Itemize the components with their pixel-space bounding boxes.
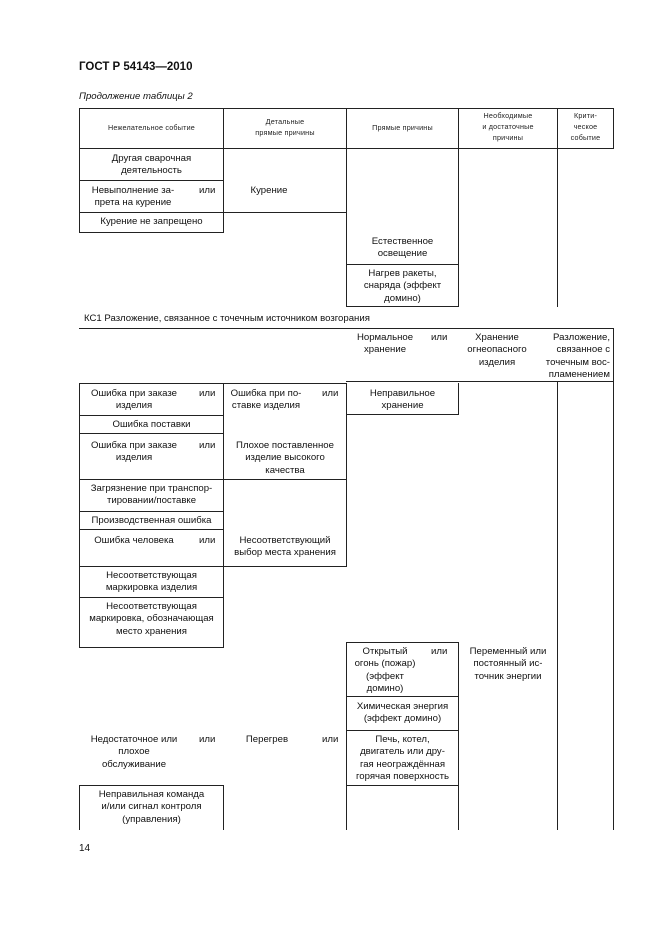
header-necessary-sufficient-causes: Необходимые и достаточные причины [482,111,534,142]
cell-or-connector: или [199,734,216,745]
cell-wrong-command: Неправильная команда и/или сигнал контроля (управления) [98,789,205,825]
table-continuation-caption: Продолжение таблицы 2 [79,91,193,102]
cell-smoking-ban-not-followed: Невыполнение за- прета на курение [91,185,175,209]
cell-improper-storage: Неправильное хранение [369,388,436,412]
cell-other-welding: Другая сварочная деятельность [111,153,192,177]
cell-or-connector: или [322,388,339,399]
cell-delivery-error: Ошибка поставки [112,419,191,430]
cell-normal-storage: Нормальное хранение [356,332,414,356]
cell-natural-lighting: Естественное освещение [371,236,434,260]
cell-transport-pollution: Загрязнение при транспор- тировании/поставке [90,483,213,507]
cell-or-connector: или [199,440,216,451]
cell-wrong-storage-place: Несоответствующий выбор места хранения [234,535,336,559]
cell-production-error: Производственная ошибка [91,515,212,526]
cell-open-fire: Открытый огонь (пожар) (эффект домино) [354,646,416,694]
cell-bad-product: Плохое поставленное изделие высокого качества [236,440,334,476]
header-critical-event: Крити- ческое событие [570,111,601,142]
cell-or-connector: или [199,388,216,399]
page-number: 14 [79,843,91,854]
cell-or-connector: или [199,185,216,196]
cell-human-error: Ошибка человека [94,535,174,546]
cell-order-error-2: Ошибка при заказе изделия [91,440,177,464]
cell-or-connector: или [199,535,216,546]
cell-wrong-place-marking: Несоответствующая маркировка, обозначающая место хранения [89,601,214,637]
cell-order-error: Ошибка при заказе изделия [91,388,177,412]
cell-or-connector: или [431,332,448,343]
cell-energy-source: Переменный или постоянный ис- точник энергии [469,646,547,682]
cell-supply-error: Ошибка при по- ставке изделия [230,388,302,412]
cell-smoking-not-forbidden: Курение не запрещено [100,216,203,227]
cell-hazardous-item-storage: Хранение огнеопасного изделия [467,332,527,368]
section-title-ks1: КС1 Разложение, связанное с точечным источником возгорания [84,313,370,324]
cell-poor-maintenance: Недостаточное или плохое обслуживание [90,734,178,770]
cell-overheating: Перегрев [245,734,289,745]
cell-chemical-energy: Химическая энергия (эффект домино) [356,701,449,725]
cell-wrong-item-marking: Несоответствующая маркировка изделия [105,570,198,594]
header-direct-causes: Прямые причины [372,123,433,132]
cell-point-ignition-decomposition: Разложение, связанное с точечным вос- пламенением [545,332,610,380]
cell-smoking: Курение [250,185,288,196]
header-undesired-event: Нежелательное событие [107,123,196,132]
cell-rocket-heating: Нагрев ракеты, снаряда (эффект домино) [363,268,442,304]
cell-hot-surface: Печь, котел, двигатель или дру- гая неограждённая горячая поверхность [356,734,449,782]
header-detailed-direct-causes: Детальные прямые причины [255,117,315,137]
cell-or-connector: или [431,646,448,657]
standard-title: ГОСТ Р 54143—2010 [79,61,193,73]
cell-or-connector: или [322,734,339,745]
